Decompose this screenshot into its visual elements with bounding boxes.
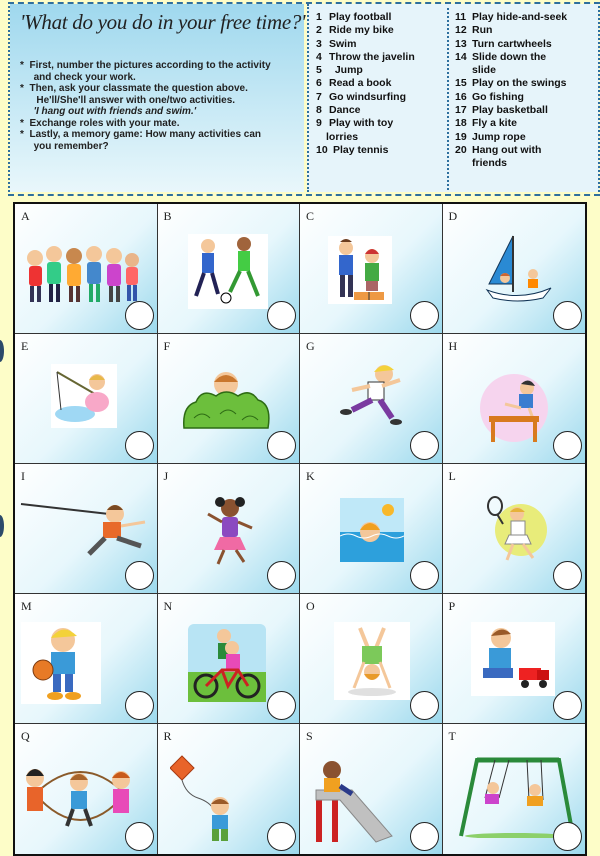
kids-riding-bike-illustration <box>188 624 266 702</box>
picture-cell-l <box>443 464 586 594</box>
side-decoration <box>0 340 4 362</box>
activity-item: 18 Fly a kite <box>455 117 517 130</box>
activity-item-continued: friends <box>472 157 508 170</box>
cell-letter: R <box>163 729 172 743</box>
kids-jump-rope-illustration <box>21 754 137 840</box>
instructions-list <box>20 60 300 152</box>
activity-item: 8 Dance <box>316 104 361 117</box>
boy-flying-kite-illustration <box>170 754 250 844</box>
girl-swimming-illustration <box>340 498 404 562</box>
boy-on-slide-illustration <box>312 756 396 844</box>
answer-circle[interactable] <box>267 561 296 590</box>
girl-fishing-illustration <box>51 364 117 428</box>
activity-item: 17 Play basketball <box>455 104 548 117</box>
activity-item: 19 Jump rope <box>455 130 526 143</box>
picture-cell-q <box>15 724 158 854</box>
instruction-line: and check your work. <box>33 71 136 83</box>
picture-cell-b <box>158 204 301 334</box>
answer-circle[interactable] <box>410 822 439 851</box>
instruction-line: * Then, ask your classmate the question above. <box>20 83 248 94</box>
activity-item: 13 Turn cartwheels <box>455 37 552 50</box>
picture-cell-c <box>300 204 443 334</box>
cell-letter: P <box>448 599 456 613</box>
cell-letter: I <box>21 469 25 483</box>
activity-list-col-2 <box>455 11 595 171</box>
picture-cell-a <box>15 204 158 334</box>
cell-letter: L <box>448 469 456 483</box>
picture-cell-i <box>15 464 158 594</box>
picture-cell-j <box>158 464 301 594</box>
activity-item: 2 Ride my bike <box>316 24 394 37</box>
cell-letter: N <box>163 599 173 613</box>
picture-cell-o <box>300 594 443 724</box>
picture-grid <box>13 202 587 856</box>
cell-letter: H <box>448 339 458 353</box>
answer-circle[interactable] <box>553 822 582 851</box>
activity-item: 5 Jump <box>316 64 363 77</box>
answer-circle[interactable] <box>553 561 582 590</box>
answer-circle[interactable] <box>553 431 582 460</box>
boy-throwing-javelin-illustration <box>19 492 153 562</box>
cell-letter: K <box>306 469 315 483</box>
activity-item: 4 Throw the javelin <box>316 50 415 63</box>
cell-letter: B <box>163 209 172 223</box>
answer-circle[interactable] <box>267 822 296 851</box>
cell-letter: O <box>306 599 315 613</box>
answer-circle[interactable] <box>410 691 439 720</box>
answer-circle[interactable] <box>267 431 296 460</box>
cell-letter: A <box>21 209 30 223</box>
cell-letter: G <box>306 339 315 353</box>
answer-circle[interactable] <box>553 691 582 720</box>
windsurfing-boat-illustration <box>483 232 555 304</box>
activity-item-continued: slide <box>472 64 496 77</box>
activity-item-continued: lorries <box>326 130 359 143</box>
cell-letter: Q <box>21 729 30 743</box>
instruction-line: you remember? <box>33 140 109 152</box>
activity-item: 20 Hang out with <box>455 143 542 156</box>
boy-basketball-illustration <box>21 622 101 704</box>
cell-letter: F <box>163 339 171 353</box>
picture-cell-t <box>443 724 586 854</box>
activity-item: 16 Go fishing <box>455 90 524 103</box>
activity-item: 14 Slide down the <box>455 50 547 63</box>
activity-item: 7 Go windsurfing <box>316 90 406 103</box>
girl-jumping-hurdle-illustration <box>469 372 559 446</box>
activity-item: 6 Read a book <box>316 77 392 90</box>
activity-item: 12 Run <box>455 24 493 37</box>
boys-playing-football-illustration <box>188 234 268 309</box>
cell-letter: E <box>21 339 29 353</box>
activity-item: 1 Play football <box>316 11 392 23</box>
activity-item: 9 Play with toy <box>316 117 394 130</box>
answer-circle[interactable] <box>125 561 154 590</box>
activity-list-col-1 <box>316 11 446 157</box>
cell-letter: J <box>163 469 169 483</box>
picture-cell-p <box>443 594 586 724</box>
answer-circle[interactable] <box>125 431 154 460</box>
cell-letter: C <box>306 209 315 223</box>
picture-cell-n <box>158 594 301 724</box>
girl-playing-tennis-illustration <box>477 494 549 566</box>
picture-cell-f <box>158 334 301 464</box>
answer-circle[interactable] <box>410 561 439 590</box>
picture-cell-s <box>300 724 443 854</box>
activity-item: 11 Play hide-and-seek <box>455 11 568 23</box>
boy-toy-lorry-illustration <box>471 622 555 696</box>
worksheet-title: 'What do you do in your free time?' <box>20 10 306 34</box>
picture-cell-k <box>300 464 443 594</box>
instruction-line: * Lastly, a memory game: How many activities can <box>20 129 262 140</box>
boy-running-illustration <box>330 360 414 428</box>
cell-letter: T <box>448 729 456 743</box>
instruction-line: He'll/She'll answer with one/two activities. <box>36 94 236 106</box>
activity-item: 15 Play on the swings <box>455 77 567 90</box>
answer-circle[interactable] <box>267 301 296 330</box>
instruction-example: 'I hang out with friends and swim.' <box>33 106 197 117</box>
picture-cell-h <box>443 334 586 464</box>
answer-circle[interactable] <box>125 822 154 851</box>
group-of-friends-illustration <box>21 236 141 306</box>
activity-item: 10 Play tennis <box>316 143 389 156</box>
picture-cell-d <box>443 204 586 334</box>
girl-cartwheel-illustration <box>334 622 410 700</box>
answer-circle[interactable] <box>125 301 154 330</box>
side-decoration <box>0 515 4 537</box>
answer-circle[interactable] <box>125 691 154 720</box>
answer-circle[interactable] <box>553 301 582 330</box>
cell-letter: D <box>448 209 458 223</box>
picture-cell-g <box>300 334 443 464</box>
activity-item: 3 Swim <box>316 37 357 50</box>
cell-letter: S <box>306 729 313 743</box>
answer-circle[interactable] <box>267 691 296 720</box>
picture-cell-e <box>15 334 158 464</box>
cell-letter: M <box>21 599 32 613</box>
girl-dancing-illustration <box>200 494 260 566</box>
instruction-line: * Exchange roles with your mate. <box>20 117 180 129</box>
kids-reading-book-illustration <box>328 236 392 304</box>
picture-cell-r <box>158 724 301 854</box>
child-hiding-in-bush-illustration <box>180 366 272 436</box>
answer-circle[interactable] <box>410 301 439 330</box>
picture-cell-m <box>15 594 158 724</box>
instruction-line: * First, number the pictures according to the activity <box>20 60 271 71</box>
list-column-divider <box>447 8 449 190</box>
answer-circle[interactable] <box>410 431 439 460</box>
